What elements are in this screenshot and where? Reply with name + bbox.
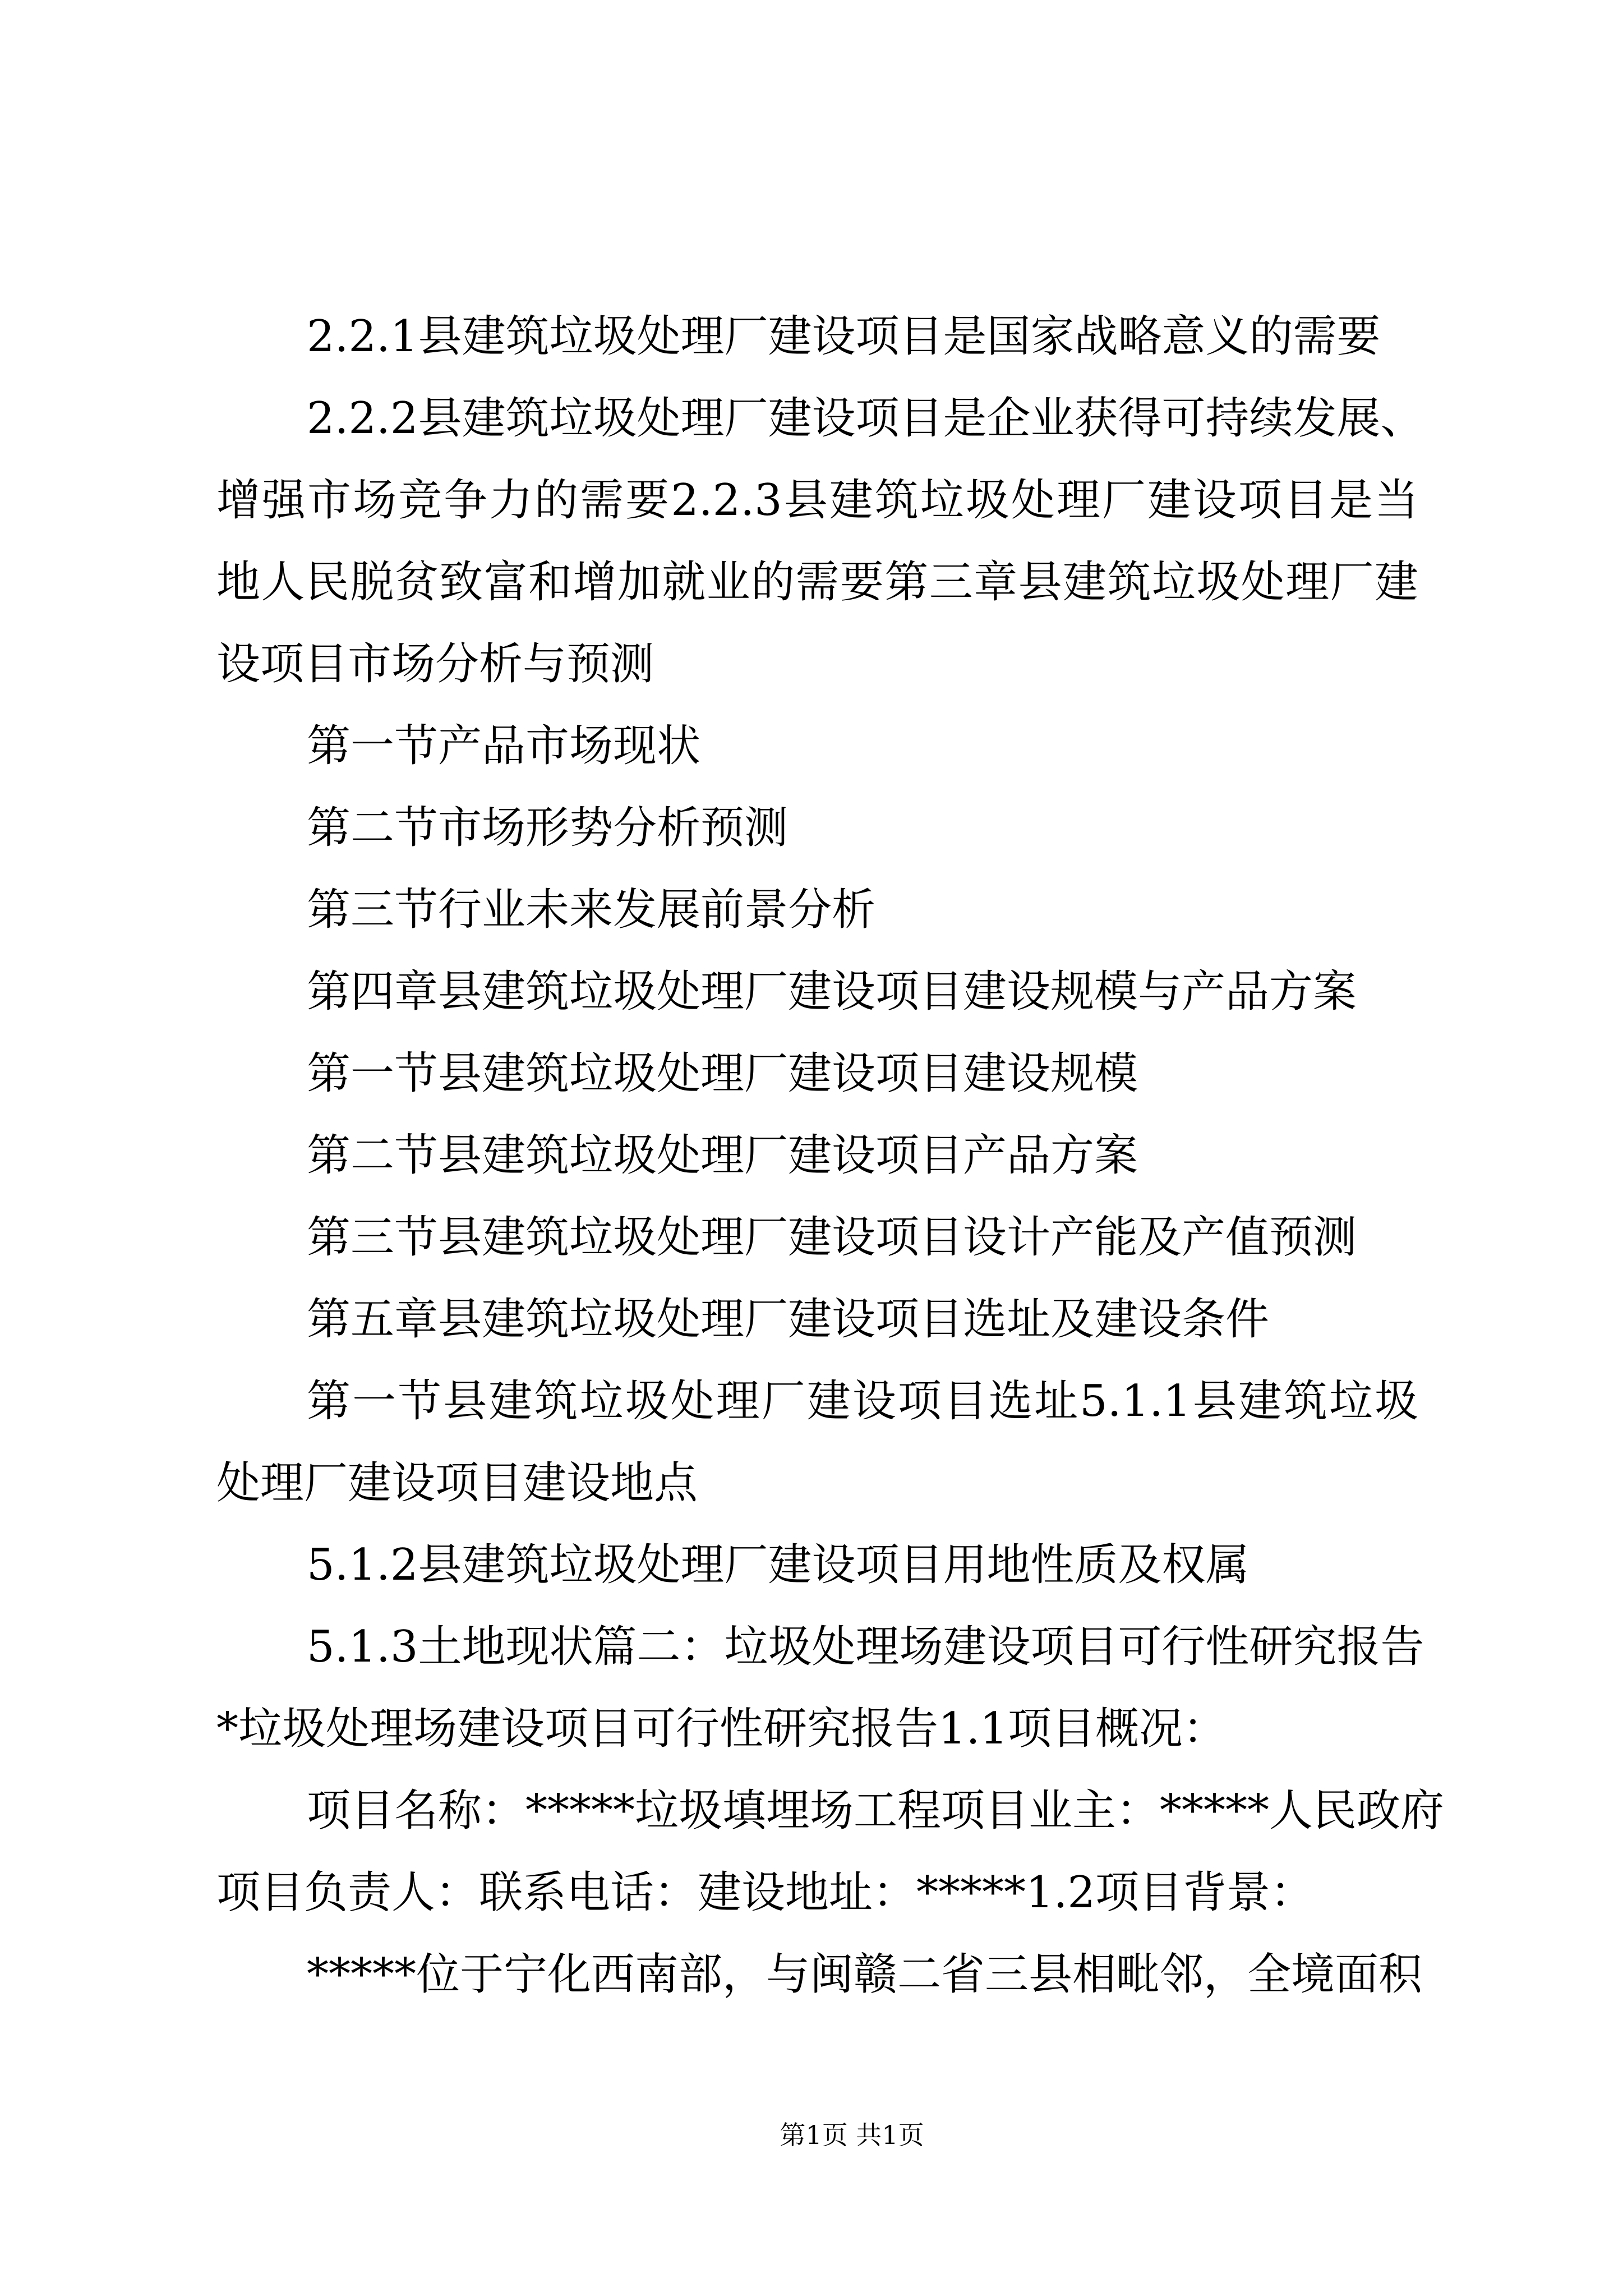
paragraph-line: 5.1.2县建筑垃圾处理厂建设项目用地性质及权属 bbox=[307, 1540, 1249, 1590]
paragraph-line: *****位于宁化西南部，与闽赣二省三县相毗邻，全境面积 bbox=[307, 1949, 1423, 2000]
section-heading: 第三节县建筑垃圾处理厂建设项目设计产能及产值预测 bbox=[307, 1212, 1357, 1263]
chapter-heading: 第四章县建筑垃圾处理厂建设项目建设规模与产品方案 bbox=[307, 967, 1357, 1017]
paragraph-line: 地人民脱贫致富和增加就业的需要第三章县建筑垃圾处理厂建 bbox=[216, 557, 1418, 608]
document-body bbox=[216, 296, 1445, 2016]
paragraph-line: 设项目市场分析与预测 bbox=[216, 639, 654, 689]
paragraph-line: 项目名称：*****垃圾填埋场工程项目业主：*****人民政府 bbox=[307, 1786, 1445, 1836]
paragraph-line: *垃圾处理场建设项目可行性研究报告1.1项目概况： bbox=[216, 1704, 1227, 1754]
section-heading: 第二节县建筑垃圾处理厂建设项目产品方案 bbox=[307, 1130, 1138, 1181]
section-heading: 第二节市场形势分析预测 bbox=[307, 803, 789, 853]
paragraph-line: 增强市场竞争力的需要2.2.3县建筑垃圾处理厂建设项目是当 bbox=[216, 475, 1418, 526]
section-heading: 第一节县建筑垃圾处理厂建设项目建设规模 bbox=[307, 1048, 1138, 1099]
paragraph-line: 第一节县建筑垃圾处理厂建设项目选址5.1.1县建筑垃圾 bbox=[307, 1376, 1418, 1427]
paragraph-line: 5.1.3土地现状篇二：垃圾处理场建设项目可行性研究报告 bbox=[307, 1622, 1424, 1672]
paragraph-line: 项目负责人：联系电话：建设地址：*****1.2项目背景： bbox=[216, 1867, 1315, 1918]
paragraph-line: 2.2.2县建筑垃圾处理厂建设项目是企业获得可持续发展、 bbox=[307, 393, 1424, 444]
paragraph-line: 处理厂建设项目建设地点 bbox=[216, 1458, 698, 1508]
paragraph-line: 2.2.1县建筑垃圾处理厂建设项目是国家战略意义的需要 bbox=[307, 311, 1381, 362]
chapter-heading: 第五章县建筑垃圾处理厂建设项目选址及建设条件 bbox=[307, 1294, 1270, 1345]
page-footer: 第1页 共1页 bbox=[780, 2120, 924, 2150]
section-heading: 第三节行业未来发展前景分析 bbox=[307, 885, 876, 935]
section-heading: 第一节产品市场现状 bbox=[307, 721, 701, 771]
